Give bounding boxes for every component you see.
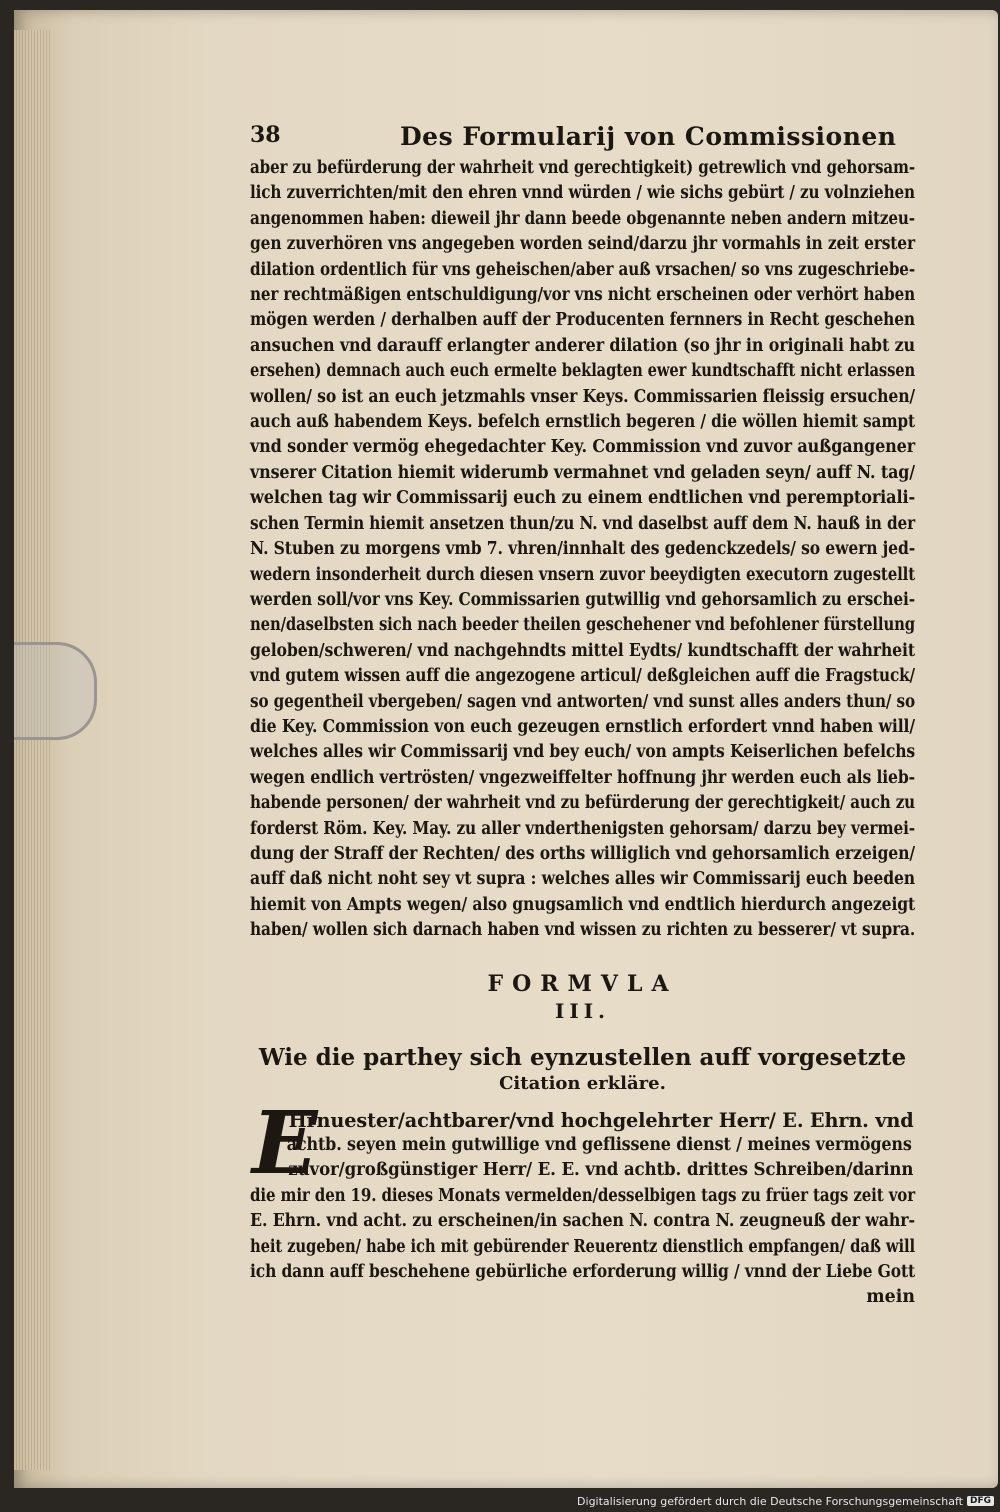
- body-line: die mir den 19. dieses Monats vermelden/desselbigen tags zu früer tags zeit vor: [250, 1185, 916, 1206]
- body-line: achtb. seyen mein gutwillige vnd geflissene dienst / meines vermögens: [286, 1135, 912, 1155]
- body-line: dilation ordentlich für vns geheischen/aber auß vrsachen/ so vns zugeschriebe-: [250, 259, 915, 280]
- body-line: vnserer Citation hiemit widerumb vermahnet vnd geladen seyn/ auff N. tag/: [250, 462, 915, 483]
- body-line: Hrnuester/achtbarer/vnd hochgelehrter Herr/ E. Ehrn. vnd: [288, 1107, 914, 1132]
- section-body: [250, 1092, 916, 1311]
- body-line: E. Ehrn. vnd acht. zu erscheinen/in sachen N. contra N. zeugneuß der wahr-: [250, 1211, 915, 1232]
- body-line: hiemit von Ampts wegen/ also gnugsamlich vnd endtlich hierdurch angezeigt: [250, 894, 916, 915]
- body-line: nen/daselbsten sich nach beeder theilen geschehener vnd befohlener fürstellung: [250, 615, 916, 636]
- decorated-initial: E: [252, 1092, 318, 1194]
- body-line: habende personen/ der wahrheit vnd zu befürderung der gerechtigkeit/ auch zu: [250, 793, 915, 814]
- body-line: welchen tag wir Commissarij euch zu einem endtlichen vnd peremptoriali-: [250, 488, 916, 509]
- body-line: mögen werden / derhalben auff der Producenten fernners in Recht geschehen: [250, 310, 916, 331]
- body-line: welches alles wir Commissarij vnd bey euch/ von ampts Keiserlichen befelchs: [250, 742, 916, 763]
- page-number: 38: [250, 122, 281, 148]
- body-line: wedern insonderheit durch diesen vnsern zuvor beeydigten executorn zugestellt: [250, 564, 916, 585]
- body-line: aber zu befürderung der wahrheit vnd gerechtigkeit) getrewlich vnd gehorsam-: [250, 158, 916, 178]
- body-line: ich dann auff beschehene gebürliche erforderung willig / vnnd der Liebe Gott: [250, 1262, 916, 1283]
- body-line: heit zugeben/ habe ich mit gebürender Reuerentz dienstlich empfangen/ daß will: [250, 1236, 915, 1257]
- formula-number: III.: [554, 998, 611, 1023]
- footer-text: Digitalisierung gefördert durch die Deutsche Forschungsgemeinschaft: [577, 1494, 963, 1508]
- body-line: forderst Röm. Key. May. zu aller vnderthenigsten gehorsam/ darzu bey vermei-: [250, 818, 915, 839]
- body-text: [250, 156, 915, 944]
- body-line: schen Termin hiemit ansetzen thun/zu N. vnd daselbst auff dem N. hauß in der: [250, 513, 916, 534]
- body-line: lich zuverrichten/mit den ehren vnnd würden / wie sichs gebürt / zu volnziehen: [250, 183, 915, 204]
- formula-heading: FORMVLA: [487, 970, 678, 997]
- running-head: Des Formularij von Commissionen: [400, 122, 897, 151]
- page-header: [250, 118, 915, 156]
- body-line: vnd sonder vermög ehegedachter Key. Commission vnd zuvor außgangener: [250, 437, 916, 458]
- body-line: angenommen haben: dieweil jhr dann beede obgenannte neben andern mitzeu-: [250, 208, 915, 229]
- page-edges: [14, 30, 52, 1470]
- body-line: vnd gutem wissen auff die angezogene articul/ deßgleichen auff die Fragstuck/: [250, 666, 915, 687]
- body-line: dung der Straff der Rechten/ des orths williglich vnd gehorsamlich erzeigen/: [250, 843, 915, 864]
- body-line: wegen endlich vertrösten/ vngezweiffelter hoffnung jhr werden euch als lieb-: [250, 767, 915, 788]
- body-line: ansuchen vnd darauff erlangter anderer dilation (so jhr in originali habt zu: [250, 335, 915, 356]
- body-line: ersehen) demnach auch euch ermelte beklagten ewer kundtschafft nicht erlassen: [250, 361, 916, 382]
- body-line: so gegentheil vbergeben/ sagen vnd antworten/ vnd sunst alles anders thun/ so: [250, 691, 916, 712]
- text-block: [250, 118, 915, 1310]
- body-line: auff daß nicht noht sey vt supra : welches alles wir Commissarij euch beeden: [250, 869, 916, 890]
- body-line: wollen/ so ist an euch jetzmahls vnser Keys. Commissarien fleissig ersuchen/: [250, 386, 916, 407]
- body-line: werden soll/vor vns Key. Commissarien gutwillig vnd gehorsamlich zu erschei-: [250, 589, 915, 610]
- section-subtitle: Citation erkläre.: [499, 1072, 666, 1094]
- body-line: gen zuverhören vns angegeben worden seind/darzu jhr vormahls in zeit erster: [250, 234, 915, 255]
- digitization-footer: [577, 1492, 994, 1510]
- body-line: zuvor/großgünstiger Herr/ E. E. vnd achtb. drittes Schreiben/darinn: [288, 1160, 914, 1181]
- body-line: haben/ wollen sich darnach haben vnd wissen zu richten zu besserer/ vt supra.: [250, 920, 916, 941]
- body-line: ner rechtmäßigen entschuldigung/vor vns nicht erscheinen oder verhört haben: [250, 285, 916, 306]
- catchword: mein: [866, 1287, 915, 1308]
- paper-clip: [14, 642, 97, 740]
- body-line: N. Stuben zu morgens vmb 7. vhren/innhalt des gedenckzedels/ so ewern jed-: [250, 539, 916, 560]
- section-title: Wie die parthey sich eynzustellen auff vorgesetzte: [258, 1043, 907, 1071]
- dfg-logo: DFG: [967, 1496, 994, 1506]
- body-line: auch auß habendem Keys. befelch ernstlich begeren / die wöllen hiemit sampt: [250, 412, 915, 433]
- body-line: geloben/schweren/ vnd nachgehndts mittel Eydts/ kundtschafft der wahrheit: [250, 640, 916, 661]
- body-line: die Key. Commission von euch gezeugen ernstlich erfordert vnnd haben will/: [250, 716, 915, 737]
